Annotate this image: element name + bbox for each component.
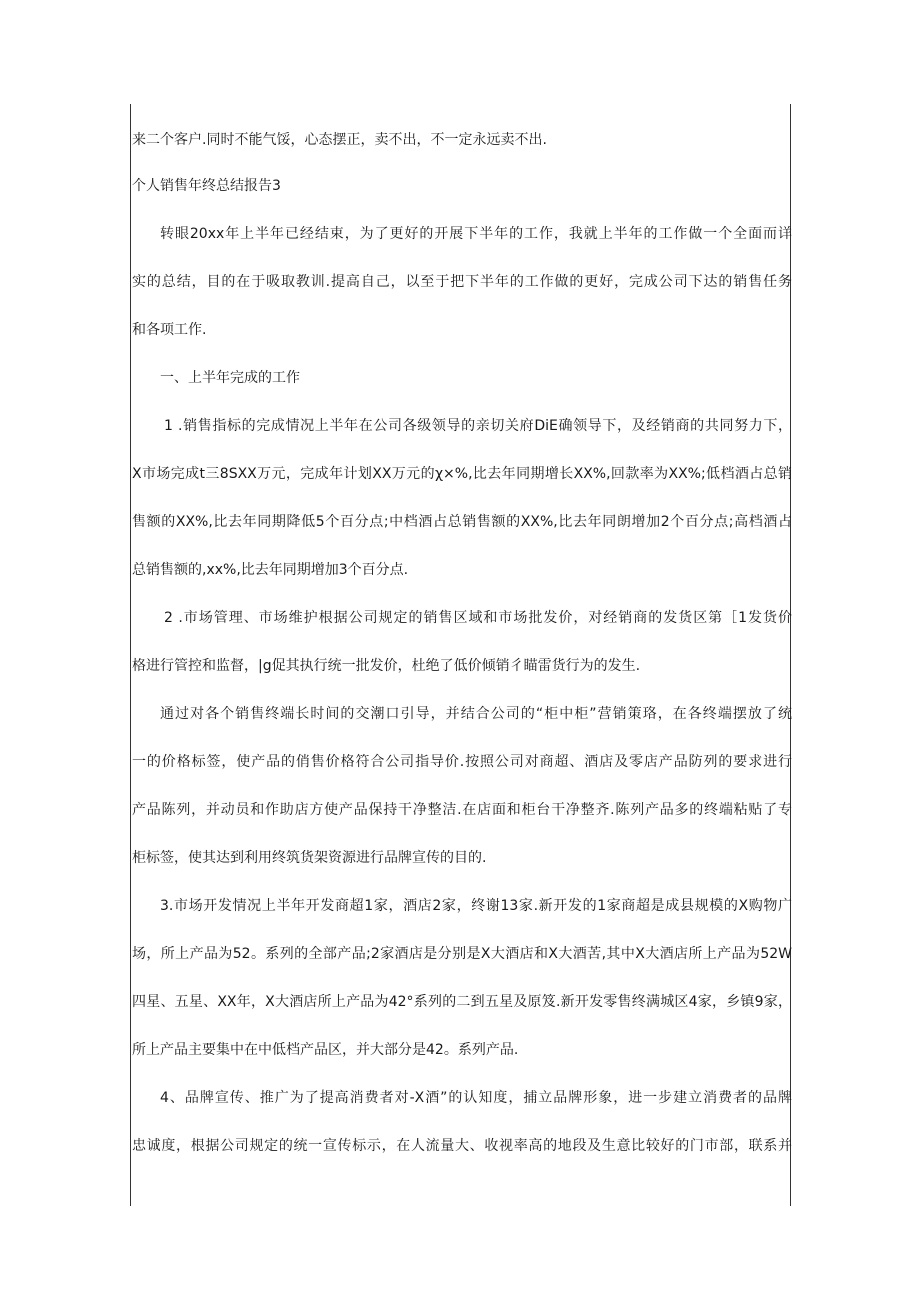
paragraph-line: 一的价格标签，使产品的俏售价格符合公司指导价.按照公司对商超、酒店及零店产品防列的要求进行 [132, 754, 792, 770]
paragraph-line: 四星、五星、XX年，X大酒店所上产品为42°系列的二到五星及原笈.新开发零售终满城区4家，乡镇9家， [132, 994, 792, 1010]
paragraph-line: 产品陈列，并动员和作助店方使产品保持干净整洁.在店面和柜台干净整齐.陈列产品多的终端粘贴了专 [132, 802, 792, 818]
paragraph-line: 2 .市场管理、市场维护根据公司规定的销售区域和市场批发价，对经销商的发货区第［1发货价 [164, 610, 792, 626]
paragraph-line: 转眼20xx年上半年已经结束，为了更好的开展下半年的工作，我就上半年的工作做一个全面而详 [160, 226, 792, 242]
paragraph-line: 和各项工作. [132, 322, 207, 338]
paragraph-line: 实的总结，目的在于吸取教训.提高自己，以至于把下半年的工作做的更好，完成公司下达的销售任务 [132, 274, 792, 290]
text-line: 来二个客户.同时不能气馁，心态摆正，卖不出，不一定永远卖不出. [132, 132, 547, 148]
paragraph-line: 场，所上产品为52。系列的全部产品;2家酒店是分别是X大酒店和X大酒苦,其中X大酒店所上产品为52W [132, 946, 792, 962]
left-border-line [130, 104, 131, 1206]
paragraph-line: 格进行管控和监督，|g促其执行统一批发价，杜绝了低价倾销彳瞄雷货行为的发生. [132, 658, 641, 674]
paragraph-line: 3.市场开发情况上半年开发商超1家，酒店2家，终谢13家.新开发的1家商超是成县规模的X购物广 [160, 898, 792, 914]
section-title: 个人销售年终总结报告3 [132, 178, 281, 194]
paragraph-line: 通过对各个销售终端长时间的交潮口引导，并结合公司的“柜中柜”营销策珞，在各终端摆放了统 [160, 706, 792, 722]
section-heading: 一、上半年完成的工作 [160, 370, 300, 386]
paragraph-line: 4、品牌宣传、推广为了提高消费者对-X酒”的认知度，捕立品牌形象，进一步建立消费者的品牌 [160, 1090, 792, 1106]
paragraph-line: 忠诚度，根据公司规定的统一宣传标示，在人流量大、收视率高的地段及生意比较好的门市部，联系并 [132, 1138, 792, 1154]
paragraph-line: 总销售额的,xx%,比去年同期增加3个百分点. [132, 562, 409, 578]
paragraph-line: 柜标签，使其达到利用终筑货架资源进行品牌宣传的目的. [132, 850, 487, 866]
paragraph-line: 售额的XX%,比去年同期降低5个百分点;中档酒占总销售额的XX%,比去年同朗增加2个百分点;高档酒占 [132, 514, 792, 530]
paragraph-line: 1 .销售指标的完成情况上半年在公司各级领导的亲切关府DiE确领导下，及经销商的共同努力下， [164, 418, 792, 434]
paragraph-line: X市场完成t三8SXX万元，完成年计划XX万元的χ×%,比去年同期增长XX%,回款率为XX%;低档酒占总销 [132, 466, 792, 482]
paragraph-line: 所上产品主要集中在中低档产品区，并大部分是42。系列产品. [132, 1042, 519, 1058]
